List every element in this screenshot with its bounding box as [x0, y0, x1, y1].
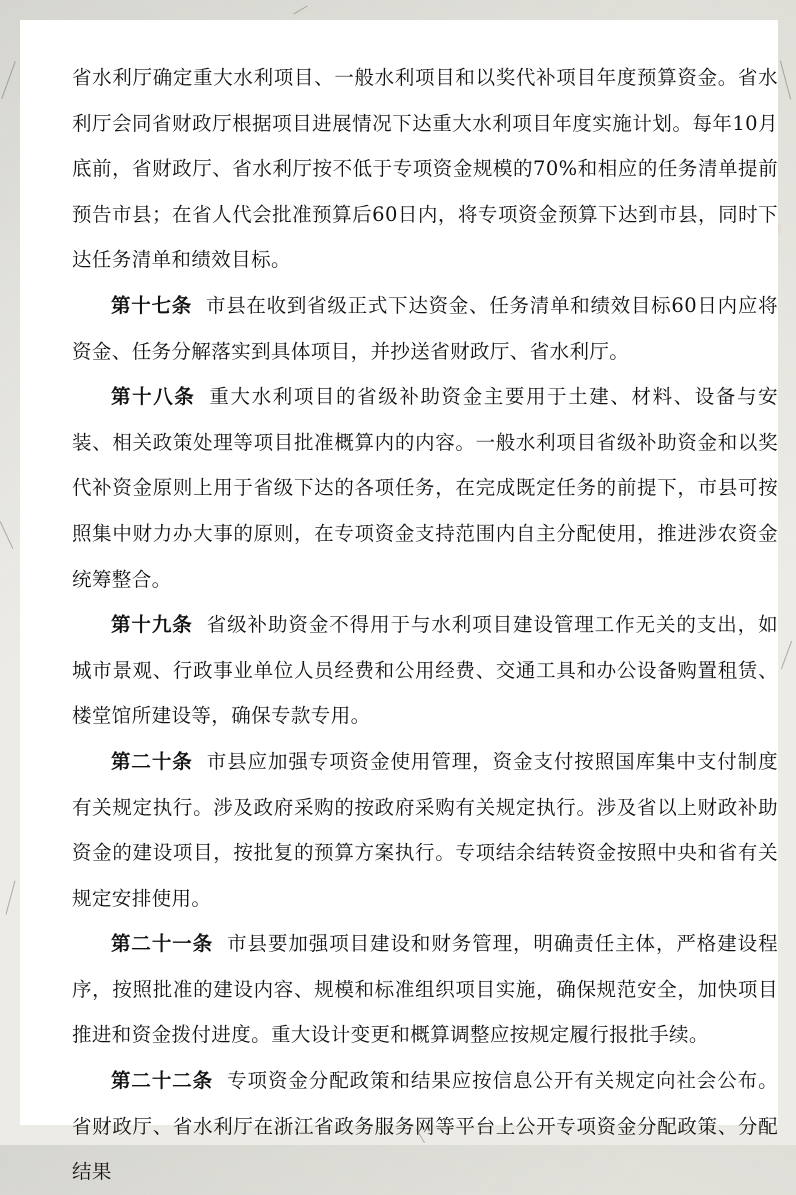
paragraph-text: 专项资金分配政策和结果应按信息公开有关规定向社会公布。省财政厅、省水利厅在浙江省政务服务网等平台上公开专项资金分配政策、分配结果: [72, 1069, 778, 1184]
background-texture: [780, 61, 791, 100]
paragraph-article-19: [72, 602, 778, 739]
paragraph-text: 重大水利项目的省级补助资金主要用于土建、材料、设备与安装、相关政策处理等项目批准概算内的内容。一般水利项目省级补助资金和以奖代补资金原则上用于省级下达的各项任务，在完成既定任务的前提下，市县可按照集中财力办大事的原则，在专项资金支持范围内自主分配使用，推进涉农资金统筹整合。: [72, 385, 778, 591]
paragraph-text: 省级补助资金不得用于与水利项目建设管理工作无关的支出，如城市景观、行政事业单位人员经费和公用经费、交通工具和办公设备购置租赁、楼堂馆所建设等，确保专款专用。: [72, 613, 779, 728]
article-heading: 第十七条: [111, 293, 192, 317]
paragraph-text: 市县应加强专项资金使用管理，资金支付按照国库集中支付制度有关规定执行。涉及政府采购的按政府采购有关规定执行。涉及省以上财政补助资金的建设项目，按批复的预算方案执行。专项结余结转资金按照中央和省有关规定安排使用。: [72, 749, 779, 910]
paragraph-text: 省水利厅确定重大水利项目、一般水利项目和以奖代补项目年度预算资金。省水利厅会同省财政厅根据项目进展情况下达重大水利项目年度实施计划。每年10月底前，省财政厅、省水利厅按不低于专项资金规模的70%和相应的任务清单提前预告市县；在省人代会批准预算后60日内，将专项资金预算下达到市县，同时下达任务清单和绩效目标。: [72, 66, 778, 272]
article-heading: 第二十一条: [111, 932, 214, 956]
paragraph-text: 市县在收到省级正式下达资金、任务清单和绩效目标60日内应将资金、任务分解落实到具体项目，并抄送省财政厅、省水利厅。: [72, 293, 778, 363]
document-page: [20, 20, 779, 1184]
background-texture: [781, 641, 792, 670]
paragraph-article-20: [72, 739, 778, 921]
background-texture: [0, 521, 13, 549]
paragraph-article-22: [72, 1058, 778, 1195]
article-heading: 第十九条: [111, 613, 193, 637]
paragraph-article-21: [72, 921, 778, 1058]
document-body: [72, 55, 778, 1195]
background-texture: [1, 61, 16, 99]
paragraph-text: 市县要加强项目建设和财务管理，明确责任主体，严格建设程序，按照批准的建设内容、规模和标准组织项目实施，确保规范安全，加快项目推进和资金拨付进度。重大设计变更和概算调整应按规定履行报批手续。: [72, 932, 778, 1047]
background-texture: [5, 880, 15, 914]
paragraph-article-17: [72, 283, 778, 374]
article-heading: 第十八条: [111, 385, 196, 409]
paragraph-article-18: [72, 374, 778, 602]
background-texture: [293, 6, 307, 15]
article-heading: 第二十二条: [111, 1069, 214, 1093]
paragraph-intro: [72, 55, 778, 283]
article-heading: 第二十条: [111, 749, 193, 773]
